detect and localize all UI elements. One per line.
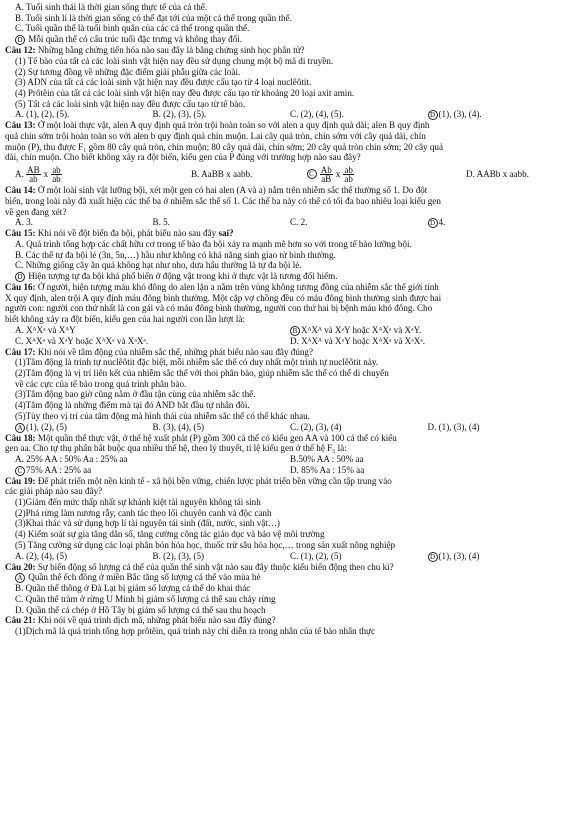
fraction-top: ab	[52, 164, 61, 175]
q12-item: (2) Sự tương đồng về những đặc điểm giải phẫu giữa các loài.	[15, 66, 241, 77]
q13-stem-line: dài, chín muộn. Cho biết không xảy ra đột biến, kiểu gen của P đúng với trường hợp nào sau đây?	[5, 152, 361, 163]
q15-number: Câu 15:	[5, 228, 36, 239]
fraction-bottom: ab	[52, 173, 61, 184]
q18-text: Một quần thể thực vật, ở thế hệ xuất phát (P) gồm 300 cá thể có kiểu gen AA và 100 cá thể có kiểu	[37, 432, 397, 443]
q15-text-emphasis: sai?	[218, 228, 234, 239]
q18-option-c	[15, 465, 290, 476]
q13-options	[5, 163, 565, 185]
q19-item: (5) Tăng cường sử dụng các loại phân bón hóa học, thuốc trừ sâu hóa học,… trong sản xuất nông nghiệp	[15, 539, 396, 550]
circled-answer-marker: D	[428, 110, 438, 120]
q13-option-a-letter: A.	[15, 168, 24, 179]
q19-item: (2)Phá rừng làm nương rẫy, canh tác theo lối chuyên canh và độc canh	[15, 507, 272, 518]
q16-options-row	[5, 325, 565, 336]
q16-stem-line: X quy định, alen trội A quy định máu đông bình thường. Một cặp vợ chồng đều có máu đông bình thường sinh được hai	[5, 292, 442, 303]
q16-number: Câu 16:	[5, 282, 36, 293]
fraction-top: Ab	[320, 164, 332, 175]
q15-option-d	[5, 271, 565, 282]
q17-number: Câu 17:	[5, 346, 36, 357]
q16-option-a: A. XᴬXᵃ và XᴬY	[15, 324, 76, 335]
q19-option-d	[428, 551, 566, 562]
q13-stem-line	[5, 120, 565, 131]
q17-option-c: C. (2), (3), (4)	[290, 421, 342, 432]
q13-number: Câu 13:	[5, 120, 36, 131]
q19-number: Câu 19:	[5, 475, 36, 486]
q17-item: về các cực của tế bào trong quá trình phân bào.	[15, 378, 187, 389]
q19-option-c: C. (1), (2), (5)	[290, 550, 342, 561]
q20-option-a	[5, 572, 565, 583]
fraction-bottom: ab	[344, 173, 353, 184]
q20-text: Sự biến động số lượng cá thể của quần thể sinh vật nào sau đây thuộc kiểu biến động theo chu kì?	[37, 561, 394, 572]
circled-answer-marker: D	[428, 552, 438, 562]
q11-option-d-text: Mỗi quần thể có cấu trúc tuổi đặc trưng và không thay đổi.	[28, 34, 243, 45]
q14-stem-line	[5, 185, 565, 196]
q13-option-c	[307, 166, 467, 183]
q16-stem-line: người con: người con thứ nhất là con gái và có máu đông bình thường, người con thứ hai bị bệnh máu khó đông. Cho	[5, 303, 433, 314]
q16-option-d: D. XᴬXᴬ và XᵃY hoặc XᴬXᵃ và XᵃXᵃ.	[290, 335, 426, 346]
genotype-fraction	[51, 166, 62, 183]
q12-item: (4) Prôtêin của tất cả các loài sinh vật hiện nay đều được cấu tạo từ khoảng 20 loại axit amin.	[15, 87, 355, 98]
q15-text: Khi nói về đột biến đa bội, phát biểu nào sau đây	[37, 228, 219, 239]
q19-stem-line: các giải pháp nào sau đây?	[5, 486, 103, 497]
q14-stem-line: về gen đang xét?	[5, 206, 67, 217]
q15-stem	[5, 228, 565, 239]
circled-answer-marker: A	[15, 423, 25, 433]
cross-sign: x	[335, 168, 341, 179]
q17-item: (4)Tâm động là những điểm mà tại đó AND bắt đầu tự nhân đôi.	[15, 400, 250, 411]
q13-option-d: D. AABb x aabb.	[466, 168, 529, 179]
circled-answer-marker: B	[290, 326, 300, 336]
q21-number: Câu 21:	[5, 615, 36, 626]
q12-option-d	[428, 109, 566, 120]
q20-option-d: D. Quần thể cá chép ở Hồ Tây bị giảm số lượng cá thể sau thu hoạch	[15, 604, 266, 615]
circled-answer-marker: D	[428, 218, 438, 228]
q14-text: Ở một loài sinh vật lưỡng bội, xét một gen có hai alen (A và a) nằm trên nhiễm sắc thể thường số 1. Do đột	[37, 185, 428, 196]
q11-option-b: B. Tuổi sinh lí là thời gian sống có thể đạt tới của một cá thể trong quần thể.	[15, 12, 292, 23]
q18-options-row	[5, 465, 565, 476]
genotype-fraction	[320, 166, 333, 183]
fraction-bottom: aB	[321, 173, 332, 184]
q12-option-b: B. (2), (3), (5).	[152, 109, 207, 120]
q14-number: Câu 14:	[5, 185, 36, 196]
circled-answer-marker: A	[15, 573, 25, 583]
q15-option-a: A. Quá trình tổng hợp các chất hữu cơ trong tế bào đa bội xảy ra mạnh mẽ hơn so với trong tế bào lưỡng bội.	[15, 238, 412, 249]
q14-options	[5, 217, 565, 228]
q18-option-d: D. 85% Aa : 15% aa	[290, 464, 365, 475]
q14-option-b: B. 5.	[152, 217, 170, 228]
circled-answer-marker: C	[15, 466, 25, 476]
genotype-fraction	[343, 166, 354, 183]
q17-option-a	[15, 422, 153, 433]
fraction-top: AB	[27, 164, 40, 175]
q12-option-c: C. (2), (4), (5).	[290, 109, 344, 120]
q12-option-a: A. (1), (2), (5).	[15, 109, 70, 120]
q19-item: (4) Kiểm soát sự gia tăng dân số, tăng cường công tác giáo dục và bảo vệ môi trường	[15, 529, 325, 540]
q11-option-d	[5, 34, 565, 45]
q12-stem	[5, 45, 565, 56]
q17-item: (3)Tâm động bao giờ cũng nằm ở đầu tận cùng của nhiễm sắc thể.	[15, 389, 256, 400]
q14-option-d	[428, 217, 566, 228]
q19-item: (3)Khai thác và sử dụng hợp lí tài nguyên tái sinh (đất, nước, sinh vật…)	[15, 518, 280, 529]
q15-option-d-text: Hiện tượng tự đa bội khá phổ biến ở động vật trong khi ở thực vật là tương đối hiếm.	[28, 271, 338, 282]
q18-options-row	[5, 454, 565, 465]
q12-item: (1) Tế bào của tất cả các loài sinh vật hiện nay đều sử dụng chung một bộ mã di truyền.	[15, 55, 334, 66]
q19-text: Để phát triển một nền kinh tế - xã hội bền vững, chiến lược phát triển bền vững cần tập trung vào	[37, 475, 392, 486]
q17-text: Khi nói về tâm động của nhiễm sắc thể, những phát biểu nào sau đây đúng?	[37, 346, 314, 357]
q16-option-b	[290, 325, 565, 336]
q19-option-d-text: (1), (3), (4)	[438, 550, 480, 561]
q16-option-b-text: XᴬXᴬ và XᵃY hoặc XᴬXᵃ và XᵃY.	[301, 324, 422, 335]
genotype-fraction	[26, 166, 41, 183]
q17-item: (2)Tâm động là vị trí liên kết của nhiễm sắc thể với thoi phân bào, giúp nhiễm sắc thể có thể di chuyển	[15, 367, 389, 378]
q17-option-b: B. (3), (4), (5)	[152, 421, 205, 432]
q13-stem-line: quả chín sớm trội hoàn toàn so với alen b quy định quả chín muộn. Lai cây quả tròn, chín sớm với cây quả dài, chín	[5, 131, 426, 142]
cross-sign: x	[43, 168, 49, 179]
q12-text: Những bằng chứng tiến hóa nào sau đây là bằng chứng sinh học phân tử?	[37, 45, 305, 56]
q20-option-c: C. Quần thể tràm ở rừng U Minh bị giảm số lượng cá thể sau cháy rừng	[15, 593, 276, 604]
q19-stem-line	[5, 476, 565, 487]
q12-number: Câu 12:	[5, 45, 36, 56]
q15-option-c: C. Những giống cây ăn quả không hạt như nho, dưa hấu thường là tự đa bội lẻ.	[15, 260, 302, 271]
q18-option-c-text: 75% AA : 25% aa	[26, 464, 92, 475]
q17-options	[5, 422, 565, 433]
q18-stem-line	[5, 433, 565, 444]
q16-stem-line	[5, 282, 565, 293]
q20-number: Câu 20:	[5, 561, 36, 572]
q20-option-b: B. Quần thể thông ở Đà Lạt bị giảm số lượng cá thể do khai thác	[15, 583, 251, 594]
fraction-bottom: ab	[29, 173, 38, 184]
circled-answer-marker: D	[15, 272, 25, 282]
q12-item: (3) ADN của tất cả các loài sinh vật hiện nay đều được cấu tạo từ 4 loại nuclêôtit.	[15, 77, 312, 88]
q19-option-a: A. (2), (4), (5)	[15, 550, 68, 561]
q12-options	[5, 109, 565, 120]
q11-option-a: A. Tuổi sinh thái là thời gian sống thực tế của cá thể.	[15, 2, 208, 12]
q21-text: Khi nói về quá trình dịch mã, những phát biểu nào sau đây đúng?	[37, 615, 276, 626]
q16-text: Ở người, hiện tượng máu khó đông do alen lặn a nằm trên vùng không tương đồng của nhiễm sắc thể giới tính	[37, 282, 439, 293]
q17-item: (5)Tùy theo vị trí của tâm động mà hình thái của nhiễm sắc thể có thể khác nhau.	[15, 410, 310, 421]
q16-stem-line: biết không xảy ra đột biến, kiểu gen của hai người con lần lượt là:	[5, 314, 245, 325]
q11-option-c: C. Tuổi quần thể là tuổi bình quân của các cá thể trong quần thể.	[15, 23, 250, 34]
q17-option-d: D. (1), (3), (4)	[427, 421, 480, 432]
q13-stem-line: muộn (P), thu được F₁ gồm 80 cây quả tròn, chín muộn; 80 cây quả dài, chín sớm; 20 cây quả tròn chín sớm; 20 cây quả	[5, 141, 443, 152]
q19-item: (1)Giảm đến mức thấp nhất sự khánh kiệt tài nguyên không tái sinh	[15, 497, 261, 508]
q19-options	[5, 551, 565, 562]
q14-option-a: A. 3.	[15, 217, 33, 228]
q17-option-a-text: (1), (2), (5)	[26, 421, 67, 432]
q14-option-c: C. 2.	[290, 217, 308, 228]
q16-option-c: C. XᴬXᵃ và XᵃY hoặc XᴬXᵃ và XᵃXᵃ.	[15, 335, 149, 346]
q21-item: (1)Dịch mã là quá trình tổng hợp prôtêin, quá trình này chỉ diễn ra trong nhân của tế bào nhân thực	[15, 626, 375, 637]
q12-item: (5) Tất cả các loài sinh vật hiện nay đều được cấu tạo từ tế bào.	[15, 98, 246, 109]
q17-item: (1)Tâm động là trình tự nuclêôtit đặc biệt, mỗi nhiễm sắc thể có duy nhất một trình tự nuclêôtit này.	[15, 357, 379, 368]
fraction-top: ab	[344, 164, 353, 175]
q12-option-d-text: (1), (3), (4).	[438, 109, 482, 120]
q20-stem	[5, 562, 565, 573]
q13-option-a	[15, 166, 191, 183]
q15-option-b: B. Các thể tự đa bội lẻ (3n, 5n,…) hầu như không có khả năng sinh giao tử bình thường.	[15, 249, 336, 260]
q17-stem	[5, 347, 565, 358]
q14-option-d-text: 4.	[438, 217, 446, 228]
q18-option-b: B.50% AA : 50% aa	[290, 453, 364, 464]
q13-text: Ở một loài thực vật, alen A quy định quả tròn trội hoàn toàn so với alen a quy định quả dài; alen B quy định	[37, 120, 430, 131]
q18-stem-line: gen aa. Cho tự thụ phấn bắt buộc qua nhiều thế hệ, theo lý thuyết, tỉ lệ kiểu gen ở thế hệ F₅ là:	[5, 443, 347, 454]
q14-stem-line: biến, trong loài này đã xuất hiện các thể ba ở nhiễm sắc thể số 1. Các thể ba này có thể có tối đa bao nhiêu loại kiểu gen	[5, 195, 441, 206]
q16-options-row	[5, 336, 565, 347]
q13-option-b: B. AaBB x aabb.	[191, 168, 253, 179]
q18-number: Câu 18:	[5, 432, 36, 443]
circled-answer-marker: C	[307, 169, 317, 179]
q20-option-a-text: Quần thể ếch đồng ở miền Bắc tăng số lượng cá thể vào mùa hè	[28, 572, 261, 583]
q18-option-a: A. 25% AA : 50% Aa : 25% aa	[15, 453, 128, 464]
circled-answer-marker: D	[15, 35, 25, 45]
q19-option-b: B. (2), (3), (5)	[152, 550, 205, 561]
q21-stem	[5, 615, 565, 626]
